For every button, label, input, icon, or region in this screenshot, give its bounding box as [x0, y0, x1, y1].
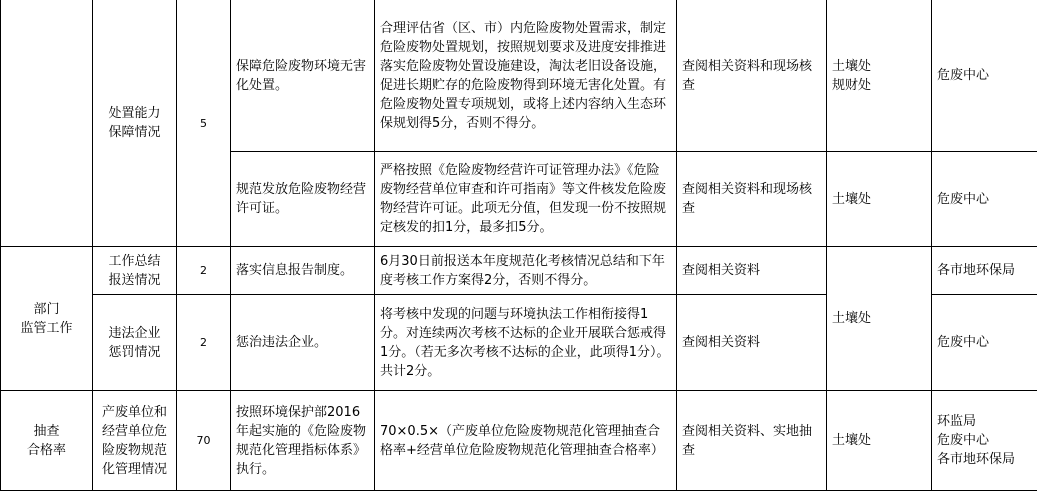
rule-cell: 严格按照《危险废物经营许可证管理办法》《危险废物经营单位审查和许可指南》等文件核发危险废物经营许可证。此项无分值，但发现一份不按照规定核发的扣1分，最多扣5分。 — [375, 152, 677, 247]
rule-cell: 70×0.5×（产废单位危险废物规范化管理抽查合格率+经营单位危险废物规范化管理抽查合格率） — [375, 391, 677, 491]
table-row — [1, 0, 1037, 152]
rule-cell: 合理评估省（区、市）内危险废物处置需求，制定危险废物处置规划，按照规划要求及进度安排推进落实危险废物处置设施建设，淘汰老旧设备设施，促进长期贮存的危险废物得到环境无害化处置。有危险废物处置专项规划，或将上述内容纳入生态环保规划得5分，否则不得分。 — [375, 0, 677, 152]
dept-cell — [827, 0, 932, 152]
item-cell — [93, 295, 177, 391]
method-cell: 查阅相关资料和现场核查 — [677, 0, 827, 152]
dept-cell: 土壤处 — [827, 152, 932, 247]
method-cell: 查阅相关资料、实地抽查 — [677, 391, 827, 491]
category-text: 部门 监管工作 — [20, 301, 73, 336]
method-cell: 查阅相关资料 — [677, 295, 827, 391]
category-text: 抽查 合格率 — [26, 423, 66, 458]
unit-cell: 危废中心 — [932, 295, 1037, 391]
score-cell: 70 — [177, 391, 231, 491]
item-text: 工作总结 报送情况 — [108, 253, 161, 288]
rule-cell: 6月30日前报送本年度规范化考核情况总结和下年度考核工作方案得2分，否则不得分。 — [375, 247, 677, 295]
standard-cell: 惩治违法企业。 — [231, 295, 375, 391]
unit-cell: 各市地环保局 — [932, 247, 1037, 295]
standard-cell: 按照环境保护部2016年起实施的《危险废物规范化管理指标体系》执行。 — [231, 391, 375, 491]
table-row — [1, 391, 1037, 491]
unit-cell: 危废中心 — [932, 152, 1037, 247]
item-cell — [93, 247, 177, 295]
standard-cell: 落实信息报告制度。 — [231, 247, 375, 295]
rule-cell: 将考核中发现的问题与环境执法工作相衔接得1分。对连续两次考核不达标的企业开展联合惩戒得1分。（若无多次考核不达标的企业，此项得1分）。共计2分。 — [375, 295, 677, 391]
item-cell — [93, 391, 177, 491]
dept-text: 土壤处 规财处 — [832, 58, 872, 93]
item-text: 产废单位和 经营单位危 险废物规范 化管理情况 — [101, 404, 167, 477]
category-cell-empty — [1, 0, 93, 247]
unit-text: 环监局 危废中心 各市地环保局 — [937, 414, 1016, 467]
method-cell: 查阅相关资料和现场核查 — [677, 152, 827, 247]
item-text: 处置能力 保障情况 — [108, 106, 161, 140]
dept-cell: 土壤处 — [827, 391, 932, 491]
standard-cell: 规范发放危险废物经营许可证。 — [231, 152, 375, 247]
score-cell: 2 — [177, 247, 231, 295]
method-cell: 查阅相关资料 — [677, 247, 827, 295]
category-cell — [1, 391, 93, 491]
score-cell: 2 — [177, 295, 231, 391]
unit-cell — [932, 391, 1037, 491]
table-row — [1, 247, 1037, 295]
score-cell: 5 — [177, 0, 231, 247]
category-cell — [1, 247, 93, 391]
dept-cell: 土壤处 — [827, 247, 932, 391]
item-text: 违法企业 惩罚情况 — [108, 325, 161, 360]
standard-cell: 保障危险废物环境无害化处置。 — [231, 0, 375, 152]
item-cell — [93, 0, 177, 247]
unit-cell: 危废中心 — [932, 0, 1037, 152]
